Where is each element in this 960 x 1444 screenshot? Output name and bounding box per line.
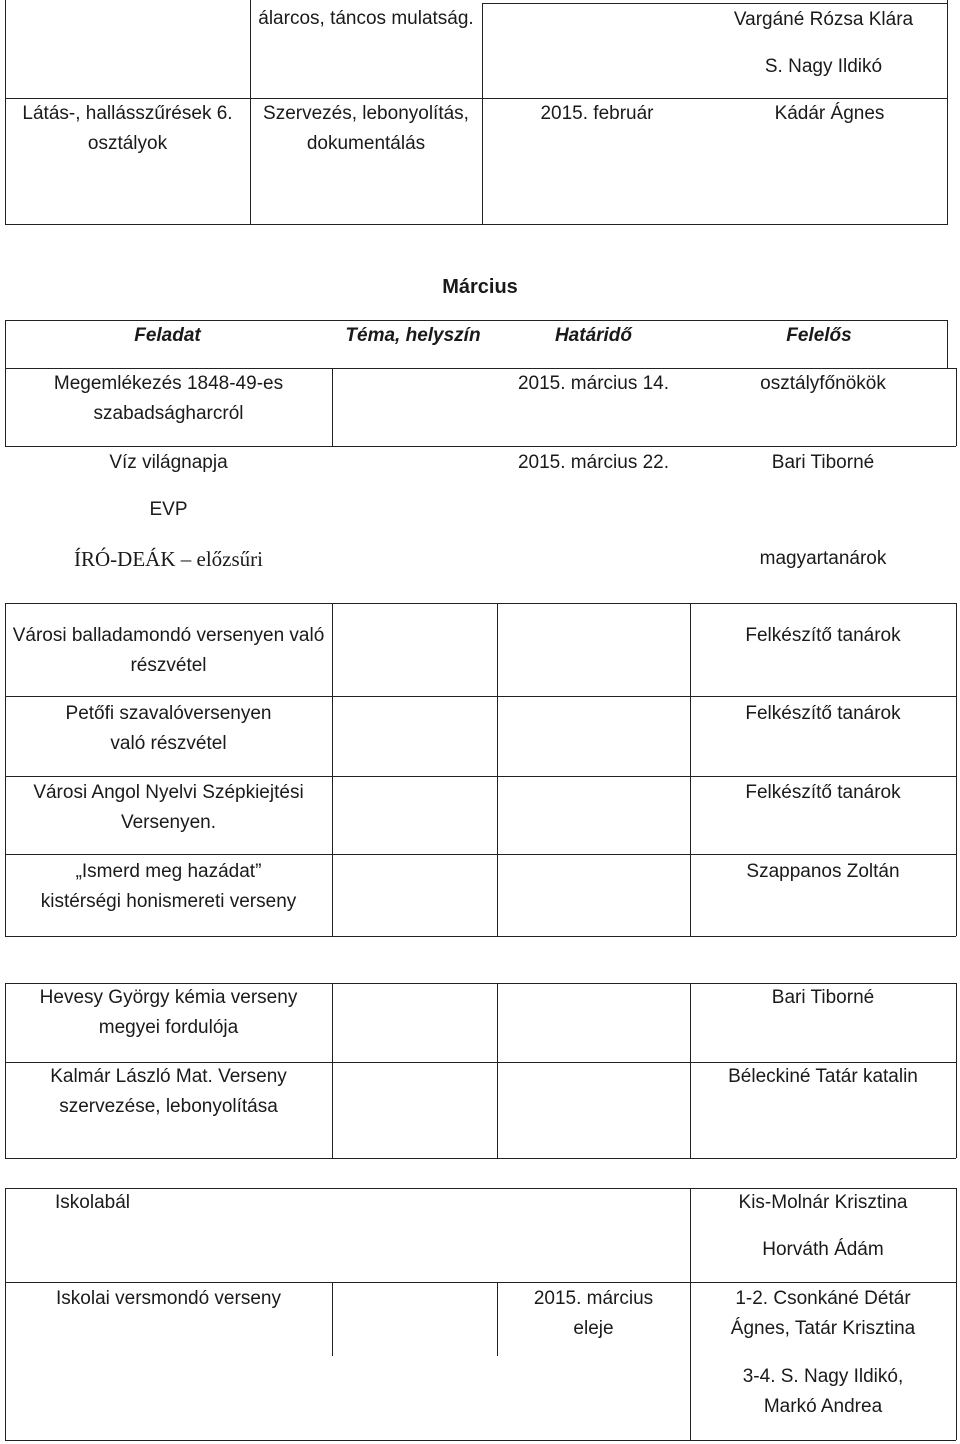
row-chemistry-task: Hevesy György kémia verseny megyei fordulója xyxy=(39,987,298,1038)
row-homeland-responsible: Szappanos Zoltán xyxy=(746,861,900,882)
row-1848-responsible: osztályfőnökök xyxy=(760,373,886,394)
row-ballad-responsible: Felkészítő tanárok xyxy=(745,625,901,646)
header-task: Feladat xyxy=(134,325,201,346)
row-petofi-task: Petőfi szavalóversenyen való részvétel xyxy=(65,703,272,754)
top-row-2-task: Látás-, hallásszűrések 6. osztályok xyxy=(22,103,233,154)
row-1848-task: Megemlékezés 1848-49-es szabadságharcról xyxy=(53,373,284,424)
header-topic: Téma, helyszín xyxy=(345,325,481,346)
row-chemistry-responsible: Bari Tiborné xyxy=(771,987,875,1008)
row-1848-deadline: 2015. március 14. xyxy=(517,373,670,394)
row-water-day-task: Víz világnapja xyxy=(109,452,228,473)
header-responsible: Felelős xyxy=(786,325,852,346)
top-row-2-responsible: Kádár Ágnes xyxy=(774,103,885,124)
top-row-1-responsible: Vargáné Rózsa Klára S. Nagy Ildikó xyxy=(733,9,914,77)
row-math-responsible: Béleckiné Tatár katalin xyxy=(728,1066,918,1087)
top-row-2-topic: Szervezés, lebonyolítás, dokumentálás xyxy=(263,103,469,154)
row-poetry-responsible-2: 3-4. S. Nagy Ildikó, Markó Andrea xyxy=(742,1366,904,1417)
row-petofi-responsible: Felkészítő tanárok xyxy=(745,703,901,724)
row-ballad-task: Városi balladamondó versenyen való részvétel xyxy=(12,625,325,676)
row-water-day-responsible: Bari Tiborné xyxy=(771,452,875,473)
row-water-day-deadline: 2015. március 22. xyxy=(517,452,670,473)
top-row-2-deadline: 2015. február xyxy=(540,103,654,124)
row-math-task: Kalmár László Mat. Verseny szervezése, lebonyolítása xyxy=(50,1066,287,1117)
row-ball-responsible: Kis-Molnár Krisztina xyxy=(738,1192,908,1213)
row-poetry-topic: 2015. március eleje xyxy=(533,1288,654,1339)
row-ball-responsible-2: Horváth Ádám xyxy=(762,1239,884,1260)
row-poetry-task: Iskolai versmondó verseny xyxy=(56,1288,281,1309)
row-iro-deak-responsible: magyartanárok xyxy=(759,548,887,569)
header-deadline: Határidő xyxy=(554,325,633,346)
row-poetry-responsible: 1-2. Csonkáné Détár Ágnes, Tatár Krisztina xyxy=(730,1288,916,1339)
section-title-march: Március xyxy=(442,276,518,298)
row-evp-task: EVP xyxy=(149,499,188,520)
row-english-task: Városi Angol Nyelvi Szépkiejtési Versenyen. xyxy=(33,782,304,833)
row-homeland-task: „Ismerd meg hazádat” kistérségi honismereti verseny xyxy=(40,861,297,912)
row-ball-task: Iskolabál xyxy=(55,1192,130,1213)
row-english-responsible: Felkészítő tanárok xyxy=(745,782,901,803)
top-row-1-task: álarcos, táncos mulatság. xyxy=(258,8,474,29)
row-iro-deak-task: ÍRÓ-DEÁK – előzsűri xyxy=(74,547,263,571)
